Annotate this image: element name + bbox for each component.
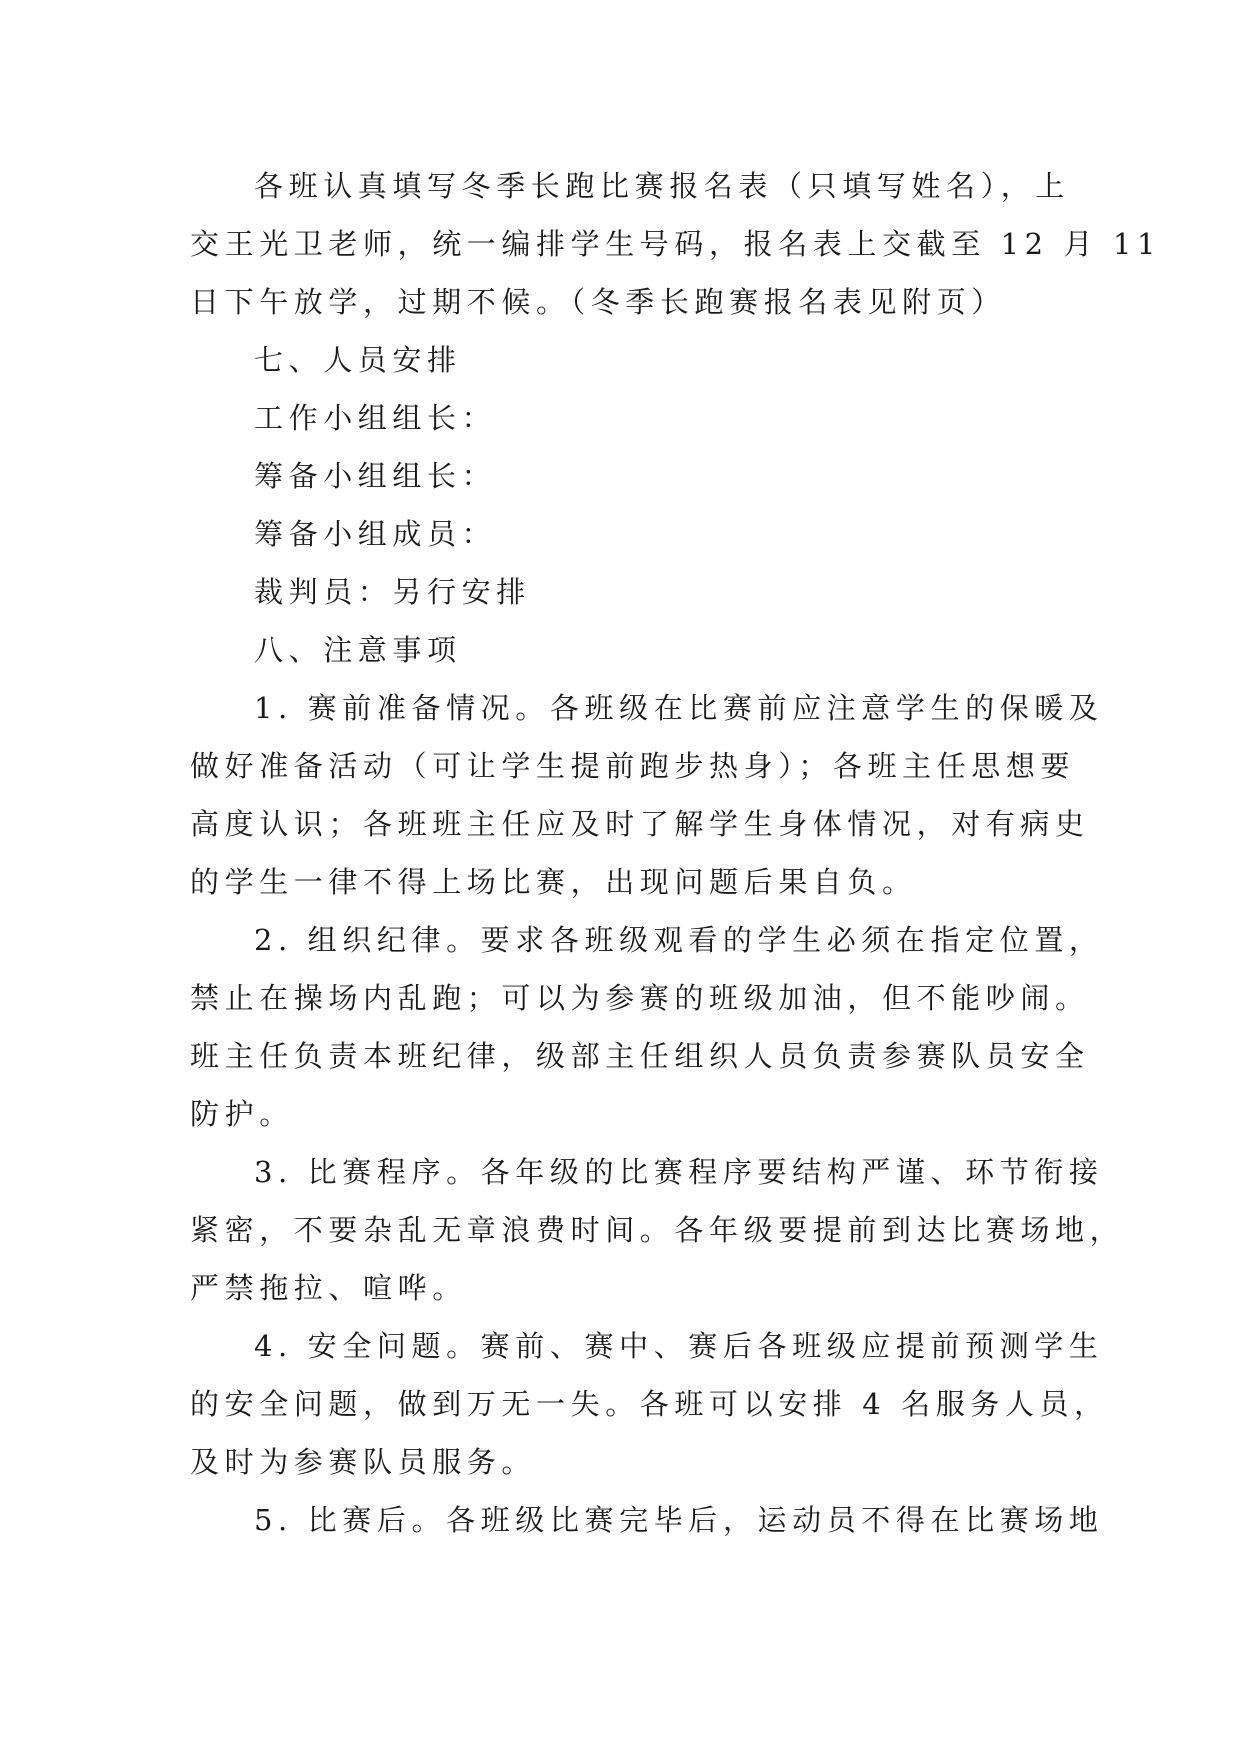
text-line: 防护。 bbox=[190, 1097, 294, 1131]
text-line: 筹备小组组长： bbox=[254, 459, 497, 493]
heading-line: 七、人员安排 bbox=[254, 343, 462, 377]
paragraph-registration bbox=[190, 157, 1162, 331]
text-line: 高度认识；各班班主任应及时了解学生身体情况，对有病史 bbox=[190, 807, 1090, 841]
text-line: 日下午放学，过期不候。（冬季长跑赛报名表见附页） bbox=[190, 285, 1006, 319]
note-item-3 bbox=[190, 1143, 1125, 1317]
text-line: 工作小组组长： bbox=[254, 401, 497, 435]
prep-group-leader-field bbox=[190, 447, 1050, 505]
text-line: 紧密，不要杂乱无章浪费时间。各年级要提前到达比赛场地， bbox=[190, 1213, 1125, 1247]
text-line: 做好准备活动（可让学生提前跑步热身）；各班主任思想要 bbox=[190, 749, 1076, 783]
work-group-leader-field bbox=[190, 389, 1050, 447]
text-line: 交王光卫老师，统一编排学生号码，报名表上交截至 12 月 11 bbox=[190, 227, 1162, 261]
text-line: 及时为参赛队员服务。 bbox=[190, 1445, 537, 1479]
section-heading-personnel bbox=[190, 331, 1050, 389]
text-line: 1. 赛前准备情况。各班级在比赛前应注意学生的保暖及 bbox=[254, 691, 1104, 725]
text-line: 4. 安全问题。赛前、赛中、赛后各班级应提前预测学生 bbox=[254, 1329, 1104, 1363]
text-line: 裁判员：另行安排 bbox=[254, 575, 531, 609]
text-line: 各班认真填写冬季长跑比赛报名表（只填写姓名），上 bbox=[254, 169, 1070, 203]
text-line: 5. 比赛后。各班级比赛完毕后，运动员不得在比赛场地 bbox=[254, 1503, 1104, 1537]
note-item-1 bbox=[190, 679, 1104, 911]
text-line: 3. 比赛程序。各年级的比赛程序要结构严谨、环节衔接 bbox=[254, 1155, 1104, 1189]
text-line: 筹备小组成员： bbox=[254, 517, 497, 551]
document-body bbox=[190, 157, 1162, 1549]
note-item-2 bbox=[190, 911, 1104, 1143]
note-item-4 bbox=[190, 1317, 1109, 1491]
text-line: 的学生一律不得上场比赛，出现问题后果自负。 bbox=[190, 865, 917, 899]
section-heading-notes bbox=[190, 621, 1050, 679]
text-line: 严禁拖拉、喧哗。 bbox=[190, 1271, 467, 1305]
text-line: 2. 组织纪律。要求各班级观看的学生必须在指定位置， bbox=[254, 923, 1104, 957]
heading-line: 八、注意事项 bbox=[254, 633, 462, 667]
text-line: 班主任负责本班纪律，级部主任组织人员负责参赛队员安全 bbox=[190, 1039, 1090, 1073]
prep-group-members-field bbox=[190, 505, 1050, 563]
referees-field bbox=[190, 563, 1050, 621]
text-line: 禁止在操场内乱跑；可以为参赛的班级加油，但不能吵闹。 bbox=[190, 981, 1090, 1015]
note-item-5 bbox=[190, 1491, 1104, 1549]
text-line: 的安全问题，做到万无一失。各班可以安排 4 名服务人员， bbox=[190, 1387, 1109, 1421]
